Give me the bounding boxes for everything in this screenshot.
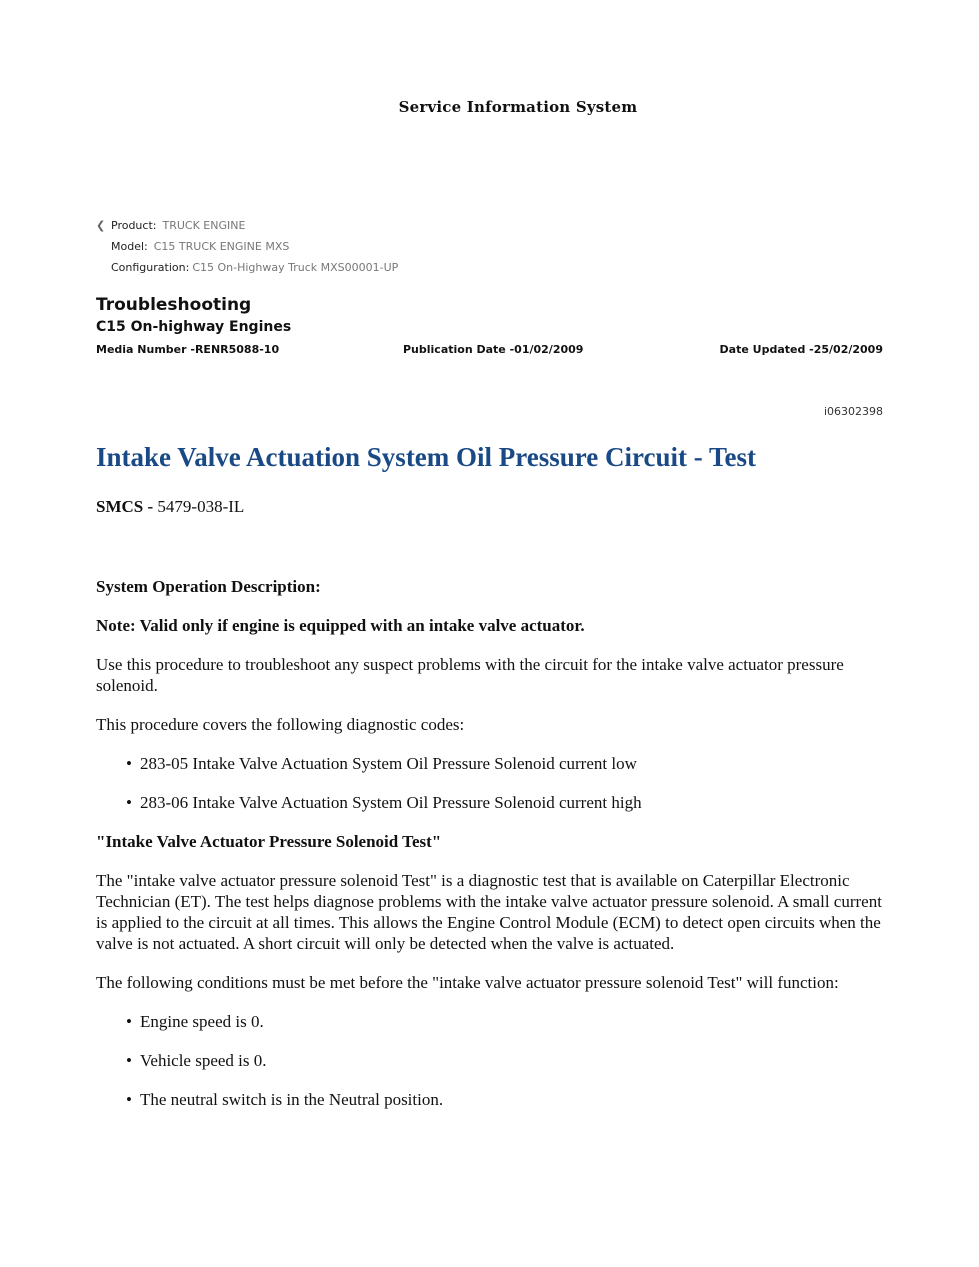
note: Note: Valid only if engine is equipped with an intake valve actuator.: [96, 616, 585, 635]
model-link[interactable]: C15 TRUCK ENGINE MXS: [153, 239, 290, 253]
document-id: i06302398: [823, 405, 883, 418]
paragraph-3: The "intake valve actuator pressure solenoid Test" is a diagnostic test that is available on Caterpillar Electronic Technician (ET). The test helps diagnose problems with the intake valve actuator pressure solenoid. A small current is applied to the circuit at all times. This allows the Engine Control Module (ECM) to detect open circuits when the valve is not actuated. A short circuit will only be detected when the valve is actuated.: [96, 871, 882, 953]
list-item: • Vehicle speed is 0.: [126, 1051, 267, 1070]
list-item: • 283-05 Intake Valve Actuation System Oil Pressure Solenoid current low: [126, 754, 637, 773]
smcs-label: SMCS -: [96, 497, 154, 516]
breadcrumb: [96, 215, 398, 278]
model-label: Model:: [111, 239, 148, 253]
bullet-icon: •: [126, 754, 132, 773]
document-body: [96, 576, 888, 1128]
paragraph-2: This procedure covers the following diagnostic codes:: [96, 715, 465, 734]
bullet-icon: •: [126, 1051, 132, 1070]
system-title: Service Information System: [398, 98, 638, 116]
back-arrow-icon[interactable]: ❮: [96, 218, 106, 232]
list-item: • Engine speed is 0.: [126, 1012, 264, 1031]
paragraph-4: The following conditions must be met before the "intake valve actuator pressure solenoid Test" will function:: [96, 973, 839, 992]
date-updated: Date Updated -25/02/2009: [719, 343, 883, 356]
diagnostic-codes-list: [96, 753, 888, 813]
breadcrumb-model: [96, 236, 398, 257]
manual-subtitle: C15 On-highway Engines: [96, 319, 292, 335]
product-label: Product:: [111, 218, 157, 232]
breadcrumb-product: [96, 215, 398, 236]
configuration-label: Configuration:: [111, 260, 190, 274]
list-item: • The neutral switch is in the Neutral position.: [126, 1090, 444, 1109]
smcs-value: 5479-038-IL: [157, 497, 245, 516]
manual-title: Troubleshooting: [96, 295, 252, 315]
publication-date: Publication Date -01/02/2009: [403, 343, 584, 356]
test-heading: "Intake Valve Actuator Pressure Solenoid Test": [96, 832, 442, 851]
configuration-link[interactable]: C15 On-Highway Truck MXS00001-UP: [192, 260, 399, 274]
bullet-icon: •: [126, 1090, 132, 1109]
media-number: Media Number -RENR5088-10: [96, 343, 280, 356]
bullet-icon: •: [126, 793, 132, 812]
conditions-list: [96, 1011, 888, 1110]
paragraph-1: Use this procedure to troubleshoot any suspect problems with the circuit for the intake valve actuator pressure solenoid.: [96, 655, 844, 695]
list-item: • 283-06 Intake Valve Actuation System Oil Pressure Solenoid current high: [126, 793, 642, 812]
system-operation-heading: System Operation Description:: [96, 577, 321, 596]
page-title: Intake Valve Actuation System Oil Pressure Circuit - Test: [96, 442, 757, 472]
smcs-line: [96, 497, 244, 517]
product-link[interactable]: TRUCK ENGINE: [162, 218, 246, 232]
bullet-icon: •: [126, 1012, 132, 1031]
breadcrumb-configuration: [96, 257, 398, 278]
